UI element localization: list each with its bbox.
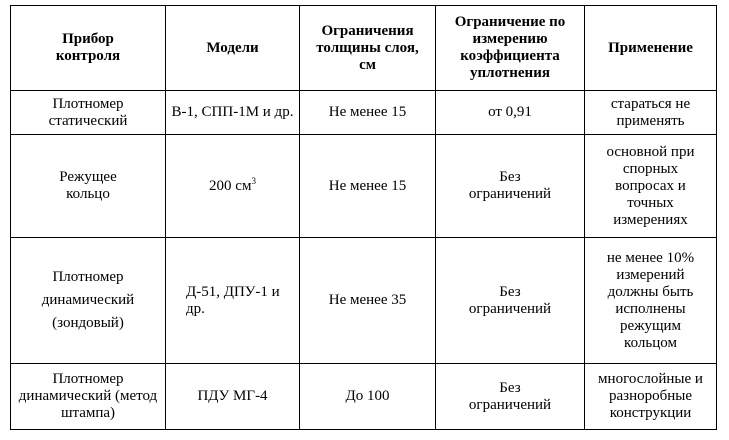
header-models: Модели: [166, 6, 300, 91]
models-volume-unit-superscript: 3: [251, 175, 256, 186]
models-cell: В-1, СПП-1М и др.: [166, 91, 300, 135]
table-row: [11, 91, 717, 135]
device-cell: Плотномер динамический (метод штампа): [11, 364, 166, 430]
thickness-limit-cell: До 100: [300, 364, 436, 430]
compaction-limit-cell: Без ограничений: [436, 238, 585, 364]
thickness-limit-cell: Не менее 15: [300, 135, 436, 238]
device-cell: Режущее кольцо: [11, 135, 166, 238]
table-row: [11, 238, 717, 364]
models-volume-text: 200 см: [209, 177, 252, 194]
thickness-limit-cell: Не менее 35: [300, 238, 436, 364]
header-row: [11, 6, 717, 91]
header-thickness-limit: Ограничения толщины слоя, см: [300, 6, 436, 91]
header-application: Применение: [585, 6, 717, 91]
application-cell: стараться не применять: [585, 91, 717, 135]
thickness-limit-cell: Не менее 15: [300, 91, 436, 135]
application-cell: не менее 10% измерений должны быть исполнены режущим кольцом: [585, 238, 717, 364]
header-device: Прибор контроля: [11, 6, 166, 91]
table-row: [11, 135, 717, 238]
table-row: [11, 364, 717, 430]
device-cell: Плотномер статический: [11, 91, 166, 135]
models-cell: Д-51, ДПУ-1 и др.: [166, 238, 300, 364]
models-cell: [166, 135, 300, 238]
compaction-limit-cell: Без ограничений: [436, 364, 585, 430]
compaction-limit-cell: Без ограничений: [436, 135, 585, 238]
compaction-limit-cell: от 0,91: [436, 91, 585, 135]
application-cell: многослойные и разноробные конструкции: [585, 364, 717, 430]
header-compaction-limit: Ограничение по измерению коэффициента уплотнения: [436, 6, 585, 91]
device-cell: Плотномер динамический (зондовый): [11, 238, 166, 364]
models-cell: ПДУ МГ-4: [166, 364, 300, 430]
comparison-table: [10, 5, 717, 430]
application-cell: основной при спорных вопросах и точных измерениях: [585, 135, 717, 238]
